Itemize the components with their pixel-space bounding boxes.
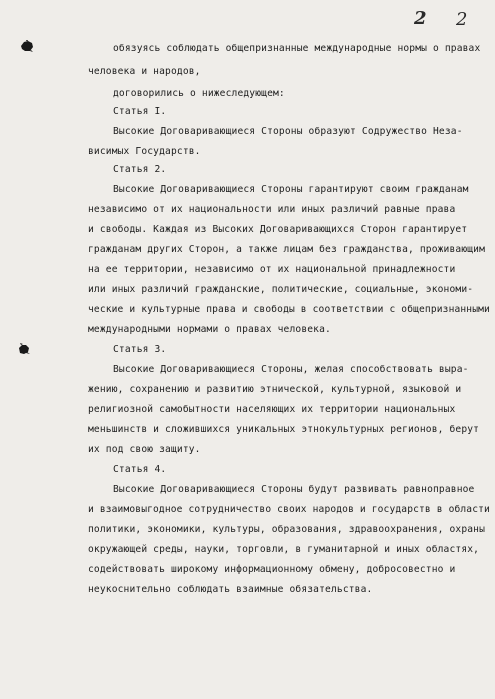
article-heading: Статья 2.: [113, 164, 167, 175]
text-line: и взаимовыгодное сотрудничество своих народов и государств в области: [88, 504, 490, 515]
text-line: их под свою защиту.: [88, 444, 201, 455]
text-line: Высокие Договаривающиеся Стороны будут развивать равноправное: [113, 484, 475, 495]
text-line: религиозной самобытности населяющих их территории национальных: [88, 404, 456, 415]
text-line: Высокие Договаривающиеся Стороны образуют Содружество Неза-: [113, 126, 463, 137]
text-line: ческие и культурные права и свободы в соответствии с общепризнанными: [88, 304, 490, 315]
text-line: человека и народов,: [88, 66, 201, 77]
text-line: меньшинств и сложившихся уникальных этнокультурных регионов, берут: [88, 424, 480, 435]
text-line: гражданам других Сторон, а также лицам без гражданства, проживающим: [88, 244, 486, 255]
text-line: или иных различий гражданские, политические, социальные, экономи-: [88, 284, 474, 295]
text-line: Высокие Договаривающиеся Стороны гарантируют своим гражданам: [113, 184, 469, 195]
text-line: жению, сохранению и развитию этнической, культурной, языковой и: [88, 384, 462, 395]
text-line: обязуясь соблюдать общепризнанные международные нормы о правах: [113, 43, 481, 54]
pencil-page-number: 2: [456, 9, 468, 30]
text-line: висимых Государств.: [88, 146, 201, 157]
text-line: международными нормами о правах человека.: [88, 324, 331, 335]
text-line: на ее территории, независимо от их национальной принадлежности: [88, 264, 456, 275]
text-line: договорились о нижеследующем:: [113, 88, 285, 99]
punch-hole-mark-bottom: [17, 343, 31, 355]
text-line: содействовать широкому информационному обмену, добросовестно и: [88, 564, 456, 575]
text-line: независимо от их национальности или иных различий равные права: [88, 204, 456, 215]
text-line: окружающей среды, науки, торговли, в гуманитарной и иных областях,: [88, 544, 480, 555]
article-heading: Статья 3.: [113, 344, 167, 355]
text-line: и свободы. Каждая из Высоких Договаривающихся Сторон гарантирует: [88, 224, 468, 235]
article-heading: Статья I.: [113, 106, 167, 117]
page-number: 2: [414, 8, 427, 29]
punch-hole-mark-top: [20, 40, 34, 52]
text-line: Высокие Договаривающиеся Стороны, желая способствовать выра-: [113, 364, 469, 375]
text-line: неукоснительно соблюдать взаимные обязательства.: [88, 584, 373, 595]
text-line: политики, экономики, культуры, образования, здравоохранения, охраны: [88, 524, 486, 535]
article-heading: Статья 4.: [113, 464, 167, 475]
